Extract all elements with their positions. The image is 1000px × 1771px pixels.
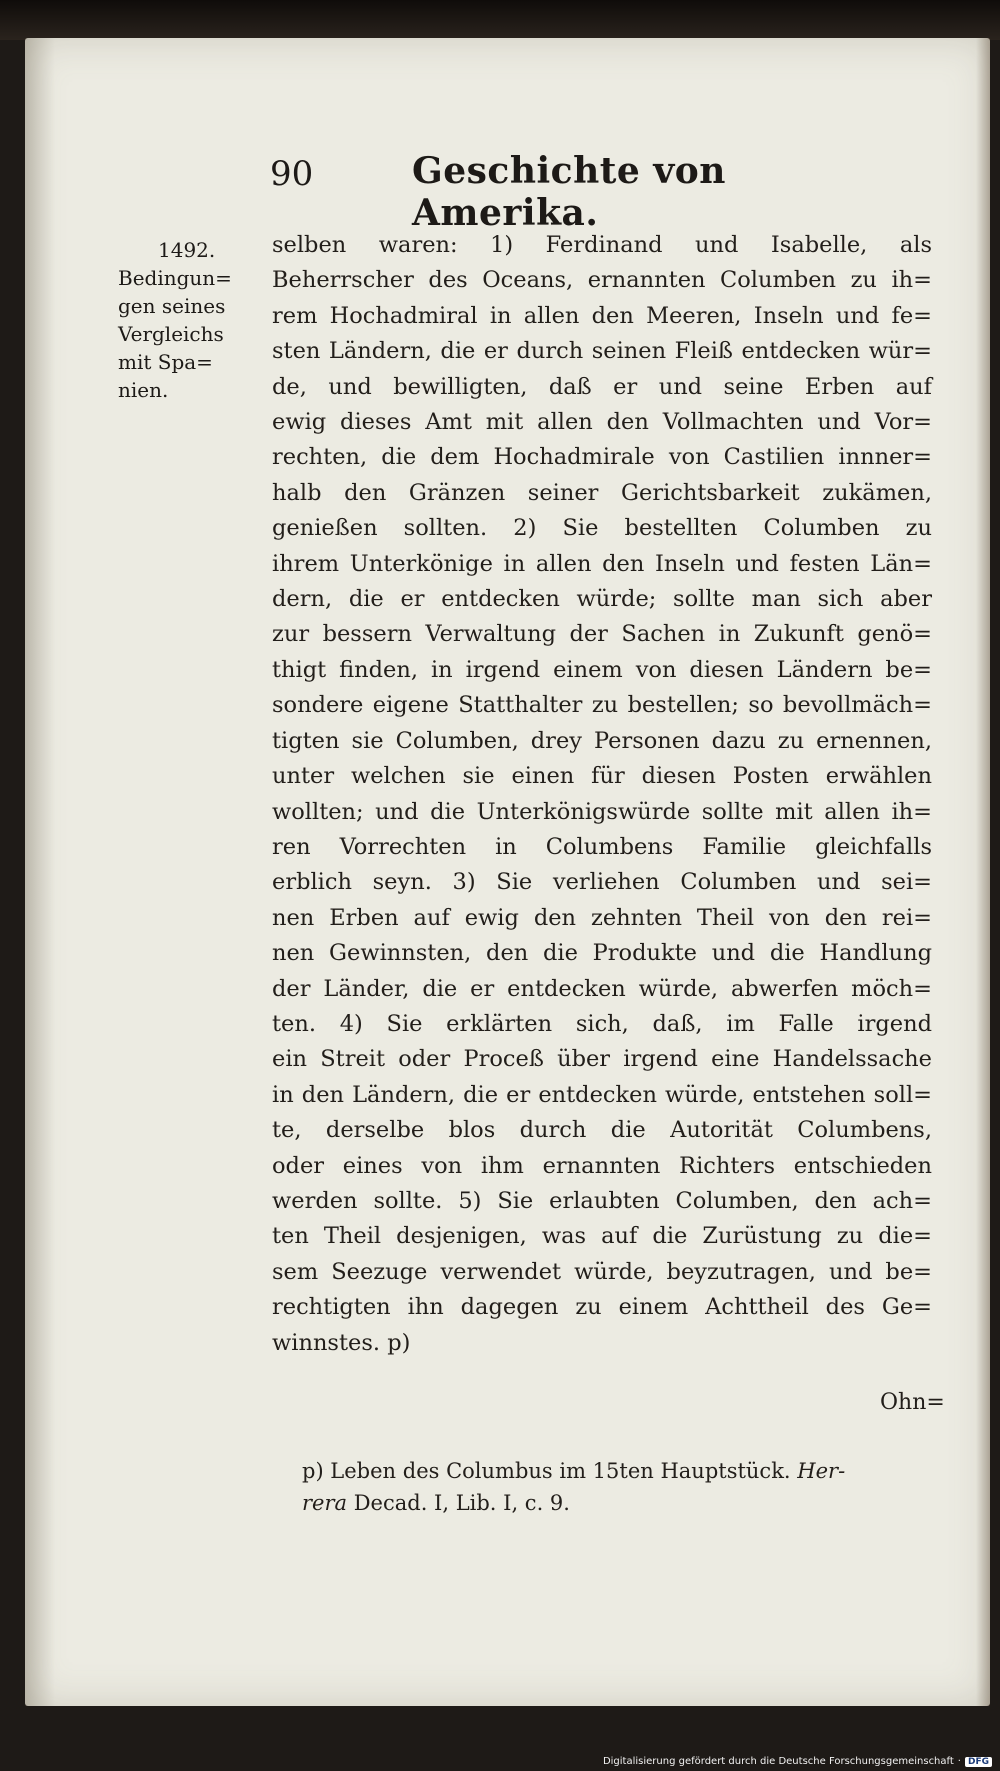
text-line: erblich seyn. 3) Sie verliehen Columben und sei=: [272, 869, 932, 896]
text-line: de, und bewilligten, daß er und seine Erben auf: [272, 373, 932, 400]
text-line: rechtigten ihn dagegen zu einem Achttheil des Ge=: [272, 1294, 932, 1321]
digitization-credit: Digitalisierung gefördert durch die Deutsche Forschungsgemeinschaft · DFG: [603, 1756, 992, 1767]
text-line: oder eines von ihm ernannten Richters entschieden: [272, 1152, 932, 1179]
text-line: in den Ländern, die er entdecken würde, entstehen soll=: [272, 1081, 932, 1108]
margin-note-line: gen seines: [118, 294, 226, 318]
text-line: Beherrscher des Oceans, ernannten Columben zu ih=: [272, 267, 932, 294]
margin-note-line: mit Spa=: [118, 350, 213, 374]
text-line: wollten; und die Unterkönigswürde sollte mit allen ih=: [272, 798, 932, 825]
scan-top-border: [0, 0, 1000, 40]
page-number: 90: [270, 154, 314, 194]
text-line: zur bessern Verwaltung der Sachen in Zukunft genö=: [272, 621, 932, 648]
margin-note-line: nien.: [118, 378, 169, 402]
text-line: nen Erben auf ewig den zehnten Theil von den rei=: [272, 904, 932, 931]
text-line: sten Ländern, die er durch seinen Fleiß entdecken wür=: [272, 338, 932, 365]
margin-note-line: Bedingun=: [118, 266, 232, 290]
footnote-author: rera: [302, 1491, 348, 1515]
text-line: selben waren: 1) Ferdinand und Isabelle, als: [272, 232, 932, 258]
margin-note-line: Vergleichs: [118, 322, 224, 346]
text-line: unter welchen sie einen für diesen Posten erwählen: [272, 763, 932, 790]
text-line: winnstes. p): [272, 1329, 411, 1356]
text-line: ren Vorrechten in Columbens Familie gleichfalls: [272, 833, 932, 860]
footnote-line: [302, 1455, 962, 1487]
text-line: ten. 4) Sie erklärten sich, daß, im Falle irgend: [272, 1010, 932, 1037]
text-line: der Länder, die er entdecken würde, abwerfen möch=: [272, 975, 932, 1002]
footnote-author: Her-: [797, 1459, 846, 1483]
dfg-logo-icon[interactable]: DFG: [965, 1757, 992, 1767]
text-line: te, derselbe blos durch die Autorität Columbens,: [272, 1117, 932, 1144]
text-line: ten Theil desjenigen, was auf die Zurüstung zu die=: [272, 1223, 932, 1250]
body-text: [272, 228, 932, 1361]
text-line: halb den Gränzen seiner Gerichtsbarkeit zukämen,: [272, 479, 932, 506]
text-line: thigt finden, in irgend einem von diesen Ländern be=: [272, 656, 932, 683]
text-line: sem Seezuge verwendet würde, beyzutragen, und be=: [272, 1258, 932, 1285]
page-header: [270, 148, 810, 234]
footnote-text: p) Leben des Columbus im 15ten Hauptstück.: [302, 1459, 791, 1483]
text-line: ewig dieses Amt mit allen den Vollmachten und Vor=: [272, 409, 932, 436]
text-line: rem Hochadmiral in allen den Meeren, Inseln und fe=: [272, 302, 932, 329]
footnote: [302, 1455, 962, 1519]
margin-note: [118, 236, 268, 404]
margin-year: 1492.: [158, 238, 216, 262]
text-line: rechten, die dem Hochadmirale von Castilien innner=: [272, 444, 932, 471]
text-line: werden sollte. 5) Sie erlaubten Columben, den ach=: [272, 1187, 932, 1214]
text-line: genießen sollten. 2) Sie bestellten Columben zu: [272, 515, 932, 542]
text-line: dern, die er entdecken würde; sollte man sich aber: [272, 586, 932, 613]
running-title: Geschichte von Amerika.: [412, 150, 726, 234]
credit-text: Digitalisierung gefördert durch die Deutsche Forschungsgemeinschaft: [602, 1756, 954, 1767]
text-line: ihrem Unterkönige in allen den Inseln und festen Län=: [272, 550, 932, 577]
text-line: ein Streit oder Proceß über irgend eine Handelssache: [272, 1046, 932, 1073]
text-line: tigten sie Columben, drey Personen dazu zu ernennen,: [272, 727, 932, 754]
scan-bottom-border: [0, 1706, 1000, 1771]
footnote-line: [302, 1487, 962, 1519]
text-line: sondere eigene Statthalter zu bestellen; so bevollmäch=: [272, 692, 932, 719]
text-line: nen Gewinnsten, den die Produkte und die Handlung: [272, 940, 932, 967]
catchword: Ohn=: [880, 1390, 945, 1415]
footnote-reference: Decad. I, Lib. I, c. 9.: [353, 1491, 570, 1515]
